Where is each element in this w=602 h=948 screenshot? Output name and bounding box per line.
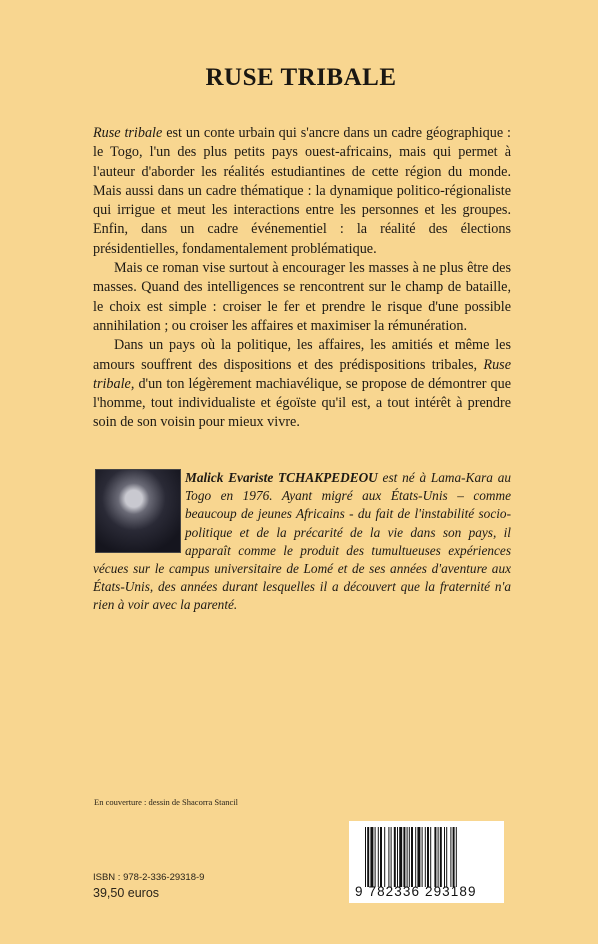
barcode-bar xyxy=(434,827,436,887)
barcode-bar xyxy=(456,827,457,887)
barcode-bar xyxy=(438,827,439,887)
barcode xyxy=(349,821,504,903)
barcode-bar xyxy=(453,827,455,887)
barcode-bar xyxy=(417,827,420,887)
author-name: Malick Evariste TCHAKPEDEOU xyxy=(185,470,378,485)
barcode-bar xyxy=(409,827,410,887)
barcode-bar xyxy=(399,827,402,887)
barcode-bar xyxy=(407,827,408,887)
paragraph-text: est un conte urbain qui s'ancre dans un cadre géographique : le Togo, l'un des plus petits pays ouest-africains, mais qui permet à l'auteur d'aborder les réalités estudiantines de cette région du monde. Mais aussi dans un cadre thématique : la dynamique politico-régionaliste qui irrigue et meut les interactions entre les personnes et les groupes. Enfin, dans un cadre événementiel : la réalité des élections présidentielles, fondamentalement problématique. xyxy=(93,125,511,257)
title-italic: Ruse tribale xyxy=(93,356,511,392)
barcode-bar xyxy=(446,827,447,887)
barcode-bar xyxy=(365,827,366,887)
barcode-bar xyxy=(427,827,429,887)
barcode-bar xyxy=(430,827,431,887)
barcode-bar xyxy=(378,827,379,887)
barcode-bar xyxy=(367,827,369,887)
synopsis xyxy=(93,124,511,433)
barcode-bar xyxy=(391,827,392,887)
barcode-bar xyxy=(422,827,423,887)
barcode-bar xyxy=(444,827,445,887)
barcode-bar xyxy=(388,827,389,887)
barcode-bar xyxy=(397,827,398,887)
barcode-bar xyxy=(403,827,405,887)
barcode-number: 9 782336 293189 xyxy=(355,884,477,899)
cover-credit: En couverture : dessin de Shacorra Stancil xyxy=(94,797,238,807)
price: 39,50 euros xyxy=(93,886,160,900)
paragraph-text: , d'un ton légèrement machiavélique, se propose de démontrer que l'homme, tout individualiste et égoïste qu'il est, a tout intérêt à prendre soin de son voisin pour mieux vivre. xyxy=(93,375,511,431)
author-photo xyxy=(95,469,181,553)
synopsis-paragraph-1 xyxy=(93,124,511,259)
isbn: ISBN : 978-2-336-29318-9 xyxy=(93,872,205,883)
author-bio-text: est né à Lama-Kara au Togo en 1976. Ayant migré aux États-Unis – comme beaucoup de jeunes Africains - du fait de l'instabilité socio-politique et de la précarité de la vie dans son pays, il apparaît comme le produit des tumultueuses expériences vécues sur le campus universitaire de Lomé et de ses années d'aventure aux États-Unis, des années durant lesquelles il a découvert que la fraternité n'a rien à voir avec la parenté. xyxy=(93,470,512,613)
barcode-bar xyxy=(440,827,442,887)
barcode-bar xyxy=(425,827,426,887)
barcode-bars xyxy=(365,827,493,887)
paragraph-text: Dans un pays où la politique, les affaires, les amitiés et même les amours souffrent des dispositions et des prédispositions tribales, xyxy=(93,337,511,373)
book-title: RUSE TRIBALE xyxy=(205,64,397,91)
barcode-bar xyxy=(375,827,376,887)
barcode-bar xyxy=(384,827,385,887)
synopsis-paragraph-3 xyxy=(93,336,511,432)
title-italic: Ruse tribale xyxy=(93,125,163,141)
barcode-bar xyxy=(450,827,451,887)
synopsis-paragraph-2: Mais ce roman vise surtout à encourager les masses à ne plus être des masses. Quand des intelligences se rencontrent sur le champ de bataille, le choix est simple : croiser le fer et prendre le risque d'une possible annihilation ; ou croiser les affaires et maximiser la rémunération. xyxy=(93,260,511,334)
barcode-bar xyxy=(394,827,396,887)
barcode-bar xyxy=(411,827,413,887)
barcode-bar xyxy=(370,827,373,887)
barcode-bar xyxy=(380,827,382,887)
barcode-bar xyxy=(415,827,416,887)
